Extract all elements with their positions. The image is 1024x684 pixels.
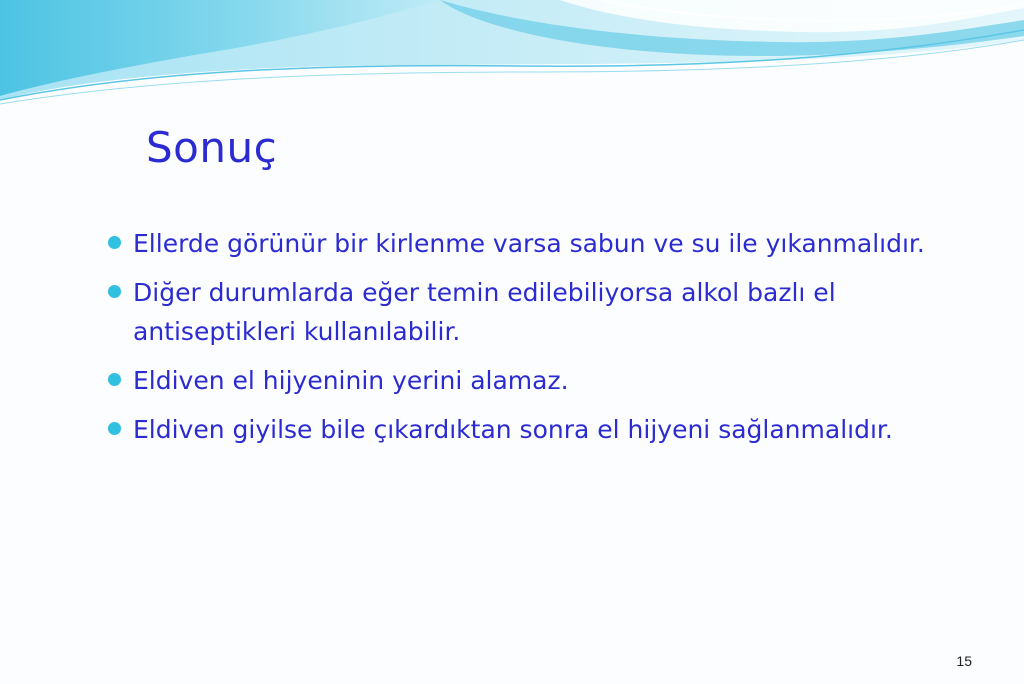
page-number: 15 (956, 653, 972, 669)
bullet-item (104, 273, 1004, 351)
bullet-list (104, 224, 1004, 459)
header-wave-decoration (0, 0, 1024, 110)
bullet-item (104, 224, 1004, 263)
slide-title: Sonuç (146, 123, 278, 172)
bullet-text: Eldiven giyilse bile çıkardıktan sonra el hijyeni sağlanmalıdır. (133, 415, 893, 444)
bullet-dot-icon (108, 422, 121, 435)
bullet-dot-icon (108, 285, 121, 298)
bullet-text: Eldiven el hijyeninin yerini alamaz. (133, 366, 569, 395)
bullet-dot-icon (108, 373, 121, 386)
bullet-dot-icon (108, 236, 121, 249)
bullet-item (104, 361, 1004, 400)
bullet-text: Diğer durumlarda eğer temin edilebiliyorsa alkol bazlı el antiseptikleri kullanılabilir. (133, 278, 836, 346)
bullet-item (104, 410, 1004, 449)
bullet-text: Ellerde görünür bir kirlenme varsa sabun ve su ile yıkanmalıdır. (133, 229, 925, 258)
